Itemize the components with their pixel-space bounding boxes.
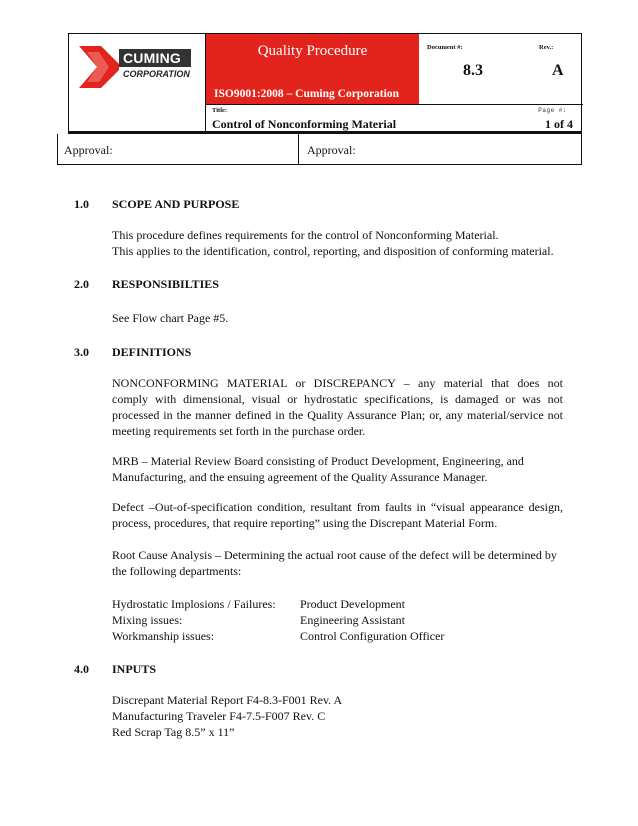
section-number: 1.0 <box>74 197 89 211</box>
body-line: meeting requirements set forth in the purchase order. <box>112 424 366 438</box>
body-line: MRB – Material Review Board consisting of Product Development, Engineering, and <box>112 454 524 468</box>
page-label: Page #: <box>538 107 567 114</box>
body-line: comply with dimensional, visual or hydrostatic specifications, is damaged or was not <box>112 392 563 406</box>
section-title: RESPONSIBILTIES <box>112 277 219 291</box>
cuming-logo-mark-icon <box>79 44 119 90</box>
definition-root-cause <box>112 547 563 579</box>
revision-label: Rev.: <box>539 44 554 51</box>
section-title: DEFINITIONS <box>112 345 192 359</box>
definition-mrb <box>112 453 563 485</box>
body-line: processed in the manner defined in the Quality Assurance Plan; or, any material/service not <box>112 408 563 422</box>
root-cause-department: Engineering Assistant <box>300 613 405 627</box>
approval-left-label: Approval: <box>64 143 113 157</box>
body-line: the following departments: <box>112 564 242 578</box>
root-cause-department: Product Development <box>300 597 405 611</box>
body-line: Root Cause Analysis – Determining the actual root cause of the defect will be determined by <box>112 548 557 562</box>
standard-label: ISO9001:2008 – Cuming Corporation <box>214 88 399 100</box>
body-line: This procedure defines requirements for the control of Nonconforming Material. <box>112 228 499 242</box>
title-label: Title: <box>212 107 228 114</box>
body-line: process, procedures, that require reporting” using the Discrepant Material Form. <box>112 516 498 530</box>
root-cause-issue: Hydrostatic Implosions / Failures: <box>112 597 276 611</box>
section-number: 3.0 <box>74 345 89 359</box>
root-cause-department: Control Configuration Officer <box>300 629 445 643</box>
section-number: 4.0 <box>74 662 89 676</box>
revision-value: A <box>552 62 564 79</box>
document-number-label: Document #: <box>427 44 463 51</box>
section-title: INPUTS <box>112 662 157 676</box>
input-item: Discrepant Material Report F4-8.3-F001 Rev. A <box>112 693 343 707</box>
body-line: Defect –Out-of-specification condition, resultant from faults in “visual appearance design, <box>112 500 563 514</box>
logo-cell <box>69 34 206 131</box>
section-number: 2.0 <box>74 277 89 291</box>
document-header <box>68 33 582 134</box>
company-logo <box>79 44 197 90</box>
document-number-cell <box>419 34 583 104</box>
definition-defect <box>112 499 563 531</box>
doc-type-title: Quality Procedure <box>257 43 368 59</box>
approval-right-label: Approval: <box>307 143 356 157</box>
body-line: See Flow chart Page #5. <box>112 311 229 325</box>
document-number-value: 8.3 <box>463 62 483 79</box>
definition-nonconforming <box>112 375 563 439</box>
body-line: This applies to the identification, control, reporting, and disposition of conforming material. <box>112 244 554 258</box>
document-title: Control of Nonconforming Material <box>212 117 397 131</box>
approval-row <box>57 134 582 165</box>
section-title: SCOPE AND PURPOSE <box>112 197 240 211</box>
input-item: Manufacturing Traveler F4-7.5-F007 Rev. C <box>112 709 326 723</box>
input-item: Red Scrap Tag 8.5” x 11” <box>112 725 235 739</box>
quality-procedure-banner <box>206 34 419 104</box>
body-line: NONCONFORMING MATERIAL or DISCREPANCY – any material that does not <box>112 376 563 390</box>
approval-divider <box>298 134 299 164</box>
page-number: 1 of 4 <box>545 117 573 131</box>
company-name-line2: CORPORATION <box>123 69 190 79</box>
company-name-line1: CUMING <box>119 49 191 67</box>
body-line: Manufacturing, and the ensuing agreement of the Quality Assurance Manager. <box>112 470 488 484</box>
title-cell <box>206 104 583 132</box>
root-cause-issue: Workmanship issues: <box>112 629 215 643</box>
root-cause-issue: Mixing issues: <box>112 613 183 627</box>
